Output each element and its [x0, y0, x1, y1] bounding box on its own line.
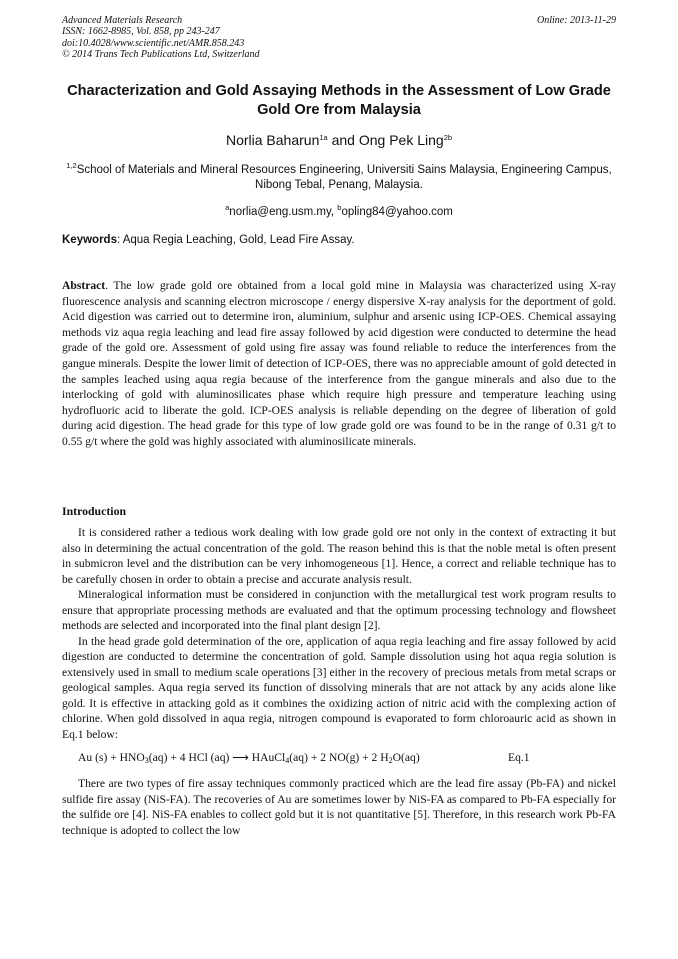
introduction-heading: Introduction [62, 504, 127, 518]
eq-part: Au (s) + HNO [78, 751, 145, 764]
paper-title: Characterization and Gold Assaying Methods in the Assessment of Low Grade Gold Ore from Malaysia [67, 83, 611, 118]
eq-part: (aq) + 4 HCl (aq) ⟶ HAuCl [148, 751, 286, 764]
abstract-text: . The low grade gold ore obtained from a local gold mine in Malaysia was characterized using X-ray fluorescence analysis and scanning electron microscope / energy dispersive X-ray analysis for the deportment of gold. Acid digestion was carried out to determine iron, aluminium, sulphur and arsenic using ICP-OES. Chemical assaying methods viz aqua regia leaching and lead fire assay followed by acid digestion were conducted to determine the head grade of the gold ore. Assessment of gold using fire assay was found reliable to reduce the interferences from the gangue minerals. Despite the lower limit of detection of ICP-OES, there was no appreciable amount of gold detected in the samples leached using aqua regia because of the interference from the gangue minerals and also due to the interlocking of gold with aluminosilicates phase which require high pressure and temperature leaching using hydrofluoric acid to liberate the gold. ICP-OES analysis is reliable depending on the degree of liberation of gold during acid digestion. The head grade for this type of low grade gold ore was found to be in the range of 0.31 g/t to 0.55 g/t where the gold was highly associated with aluminosilicate minerals. [62, 279, 616, 448]
equation-1 [62, 750, 616, 766]
email-a-sup: a [225, 203, 230, 212]
keywords [62, 234, 616, 246]
paragraph: Mineralogical information must be considered in conjunction with the metallurgical test work program results to ensure that appropriate processing methods are evaluated and that the optimum processing technology and flowsheet methods are selected and incorporated into the final plant design [2]. [62, 588, 616, 632]
abstract-label: Abstract [62, 279, 106, 292]
doi-line: doi:10.4028/www.scientific.net/AMR.858.243 [62, 37, 245, 49]
affiliation-text: School of Materials and Mineral Resources Engineering, Universiti Sains Malaysia, Engineering Campus, Nibong Tebal, Penang, Malaysia. [76, 164, 612, 191]
affiliation-sup: 1,2 [66, 161, 77, 170]
keywords-label: Keywords [62, 234, 117, 246]
email-b-sup: b [337, 203, 342, 212]
paragraph: It is considered rather a tedious work dealing with low grade gold ore not only in the context of extracting it but also in determining the actual concentration of the gold. The reason behind this is that the noble metal is often present in submicron level and the distribution can be very inhomogeneous [1]. Hence, a correct and reliable technique has to be carefully chosen in order to obtain a precise and accurate analysis result. [62, 526, 616, 586]
keywords-text: : Aqua Regia Leaching, Gold, Lead Fire Assay. [116, 234, 355, 246]
journal-header [62, 15, 616, 61]
author-connector: and [327, 132, 359, 148]
equation-number: Eq.1 [508, 751, 530, 764]
author-line [62, 132, 616, 148]
email-b[interactable]: opling84@yahoo.com [341, 206, 453, 218]
equation-expression [78, 750, 420, 766]
author-1-sup: 1a [319, 133, 328, 142]
copyright-line: © 2014 Trans Tech Publications Ltd, Switzerland [62, 49, 260, 61]
affiliation [62, 163, 616, 193]
email-line [62, 203, 616, 218]
eq-part: O(aq) [392, 751, 420, 764]
journal-name: Advanced Materials Research [62, 15, 183, 26]
online-date: Online: 2013-11-29 [537, 15, 616, 26]
issn-line: ISSN: 1662-8985, Vol. 858, pp 243-247 [62, 26, 220, 38]
introduction-body [62, 525, 616, 838]
email-a[interactable]: norlia@eng.usm.my, [229, 206, 338, 218]
author-1: Norlia Baharun [225, 132, 320, 148]
eq-sub: 3 [144, 756, 149, 765]
author-2-sup: 2b [443, 133, 453, 142]
paragraph: In the head grade gold determination of the ore, application of aqua regia leaching and fire assay followed by acid digestion are conducted to determine the concentration of gold. Sample dissolution using hot aqua regia solution is extensively used in small to medium scale operations [3] either in the recovery of precious metals from metal scraps or geological samples. Aqua regia served its function of dissolving minerals that are not attack by any acids alone like gold. It is effective in attacking gold as it combines the oxidizing action of nitric acid with the complexing action of chlorine. When gold dissolved in aqua regia, nitrogen compound is evaporated to form chloroauric acid as shown in Eq.1 below: [62, 634, 616, 741]
eq-sub: 4 [285, 756, 290, 765]
eq-sub: 2 [388, 756, 393, 765]
eq-part: (aq) + 2 NO(g) + 2 H [289, 751, 389, 764]
paragraph: There are two types of fire assay techniques commonly practiced which are the lead fire assay (Pb-FA) and nickel sulfide fire assay (NiS-FA). The recoveries of Au are sometimes lower by NiS-FA as compared to Pb-FA especially for the sulfide ore [4]. NiS-FA enables to collect gold but it is not quantitative [5]. Therefore, in this research work Pb-FA technique is adopted to collect the low [62, 777, 616, 837]
abstract [62, 278, 616, 450]
author-2: Ong Pek Ling [358, 132, 444, 148]
